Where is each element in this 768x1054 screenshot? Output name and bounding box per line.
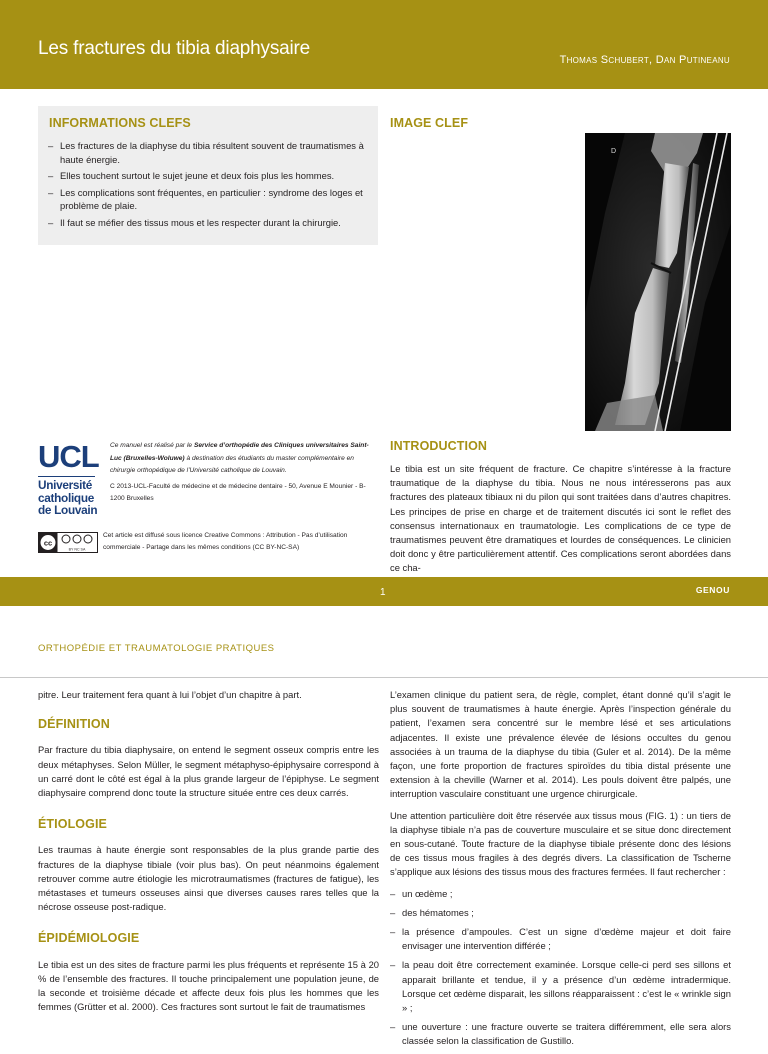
university-name <box>38 479 97 517</box>
key-information-box <box>38 106 378 245</box>
university-name-line: de Louvain <box>38 503 98 517</box>
definition-heading: DÉFINITION <box>38 717 110 732</box>
authors: Thomas Schubert, Dan Putineanu <box>559 54 730 66</box>
copyright-notice: C 2013-UCL-Faculté de médecine et de médecine dentaire - 50, Avenue E Mounier - B-1200 Bruxelles <box>110 482 366 502</box>
tibia-xray-image <box>585 133 731 431</box>
etiology-paragraph: Les traumas à haute énergie sont responsables de la plus grande partie des fractures de la diaphyse tibiale (voir plus bas). On peut néanmoins également retrouver comme autre étiologie les microtraumatismes (fractures de fatigue), les métastases et tumeurs osseuses ainsi que diverses causes rares telles que la nécrose osseuse post-radique. <box>38 844 379 913</box>
list-item: – la présence d’ampoules. C’est un signe d’œdème majeur et doit faire envisager une intervention différée ; <box>390 925 731 953</box>
credits-statement <box>110 440 380 478</box>
list-item: – des hématomes ; <box>390 906 731 920</box>
introduction-heading: INTRODUCTION <box>390 439 488 453</box>
epidemiology-heading: ÉPIDÉMIOLOGIE <box>38 931 140 946</box>
page-number: 1 <box>380 587 386 598</box>
key-information-item: – Les fractures de la diaphyse du tibia résultent souvent de traumatismes à haute énergie. <box>48 139 368 166</box>
credits-tail: à destination des étudiants du master complémentaire en chirurgie orthopédique de l’Université catholique de Louvain. <box>110 454 354 474</box>
key-information-item: – Les complications sont fréquentes, en particulier : syndrome des loges et problème de plaie. <box>48 186 368 213</box>
university-name-line: Université <box>38 478 93 492</box>
introduction-text-block <box>390 462 731 576</box>
logo-divider <box>38 476 95 477</box>
cc-terms-text: BY NC SA <box>68 547 86 552</box>
right-column <box>390 688 731 1054</box>
side-marker: D <box>611 148 617 155</box>
key-information-list <box>48 139 368 232</box>
credits-service: Service d’orthopédie des Cliniques universitaires Saint-Luc (Bruxelles-Woluwe) <box>110 442 369 462</box>
book-title: ORTHOPÉDIE ET TRAUMATOLOGIE PRATIQUES <box>38 643 275 654</box>
clinical-exam-paragraph: L’examen clinique du patient sera, de règle, complet, étant donné qu’il s’agit le plus souvent de traumatismes à haute énergie. Après l’inspection générale du patient, l’examen sera concentré sur le membre lésé et ses articulations adjacentes. Il existe une prévalence élevée de lésions occultes du genou associées à un trauma de la diaphyse du tibia (Guler et al. 2014). De la même façon, une forte proportion de fractures spiroïdes du tibia distal présente une extension à la cheville (Warner et al. 2014). Les pouls doivent être palpés, une interruption vasculaire constituant une urgence chirurgicale. <box>390 689 731 800</box>
introduction-paragraph: Le tibia est un site fréquent de fracture. Ce chapitre s’intéresse à la fracture traumatique de la diaphyse du tibia. Nous ne nous intéresserons pas aux fractures des plateaux tibiaux ni du pilon qui sont traitées dans d’autres chapitres. Les principes de prise en charge et de traitement discutés ici sont le reflet des consensus internationaux en traumatologie. Les complications de ce type de traumatismes peuvent être dramatiques et lourdes de conséquences. Le clinicien doit donc y être particulièrement attentif. Ces complications seront abordées dans ce cha- <box>390 463 731 574</box>
section-label: GENOU <box>695 585 730 595</box>
left-column <box>38 688 379 1021</box>
definition-paragraph: Par fracture du tibia diaphysaire, on entend le segment osseux compris entre les deux métaphyses. Selon Müller, le segment métaphyso-épiphysaire correspond à un carré dont le côté est égal à la plus grande largeur de l’épiphyse. Le segment diaphysaire comprend donc toute la structure située entre ces deux carrés. <box>38 744 379 799</box>
creative-commons-badge <box>38 532 98 553</box>
key-information-item: – Il faut se méfier des tissus mous et les respecter durant la chirurgie. <box>48 216 368 230</box>
cc-logo-text: cc <box>43 538 53 548</box>
epidemiology-paragraph: Le tibia est un des sites de fracture parmi les plus fréquents et représente 15 à 20 % de l’ensemble des fractures. Il touche principalement une population jeune, de la seconde et troisième décade et affecte deux fois plus les hommes que les femmes (Grütter et al. 2000). Ces fractures sont surtout le fait de traumatismes <box>38 958 379 1013</box>
etiology-heading: ÉTIOLOGIE <box>38 817 107 832</box>
list-item: – la peau doit être correctement examinée. Lorsque celle-ci perd ses sillons et apparait brillante et tendue, il y a présence d’un œdème intradermique. Lorsque cet œdème disparait, les sillons réapparaissent : c’est le « wrinkle sign » ; <box>390 958 731 1015</box>
list-item: – un œdème ; <box>390 887 731 901</box>
credits-lead: Ce manuel est réalisé par le <box>110 442 194 449</box>
soft-tissue-paragraph: Une attention particulière doit être réservée aux tissus mous (FIG. 1) : un tiers de la diaphyse tibiale n’a pas de couverture musculaire et se situe donc directement en sous-cutané. Toute fracture de la diaphyse tibiale présente donc des lésions de ces tissus mous fragiles à des degrés divers. La classification de Tscherne s’applique aux lésions des tissus mous des fractures fermées. Il faut rechercher : <box>390 809 731 878</box>
continuation-paragraph: pitre. Leur traitement fera quant à lui l’objet d’un chapitre à part. <box>38 689 302 700</box>
key-information-heading: INFORMATIONS CLEFS <box>49 116 191 130</box>
document-title: Les fractures du tibia diaphysaire <box>38 38 311 59</box>
ucl-logo: UCL <box>38 439 99 474</box>
page-divider <box>0 677 768 678</box>
key-information-item: – Elles touchent surtout le sujet jeune et deux fois plus les hommes. <box>48 169 368 183</box>
title-banner <box>0 0 768 89</box>
key-image-heading: IMAGE CLEF <box>390 116 469 130</box>
university-name-line: catholique <box>38 490 94 505</box>
search-list <box>390 887 731 1049</box>
credits-block <box>110 440 380 509</box>
license-notice: Cet article est diffusé sous licence Creative Commons : Attribution - Pas d’utilisation commerciale - Partage dans les mêmes conditions (CC BY-NC-SA) <box>103 532 348 551</box>
list-item: – une ouverture : une fracture ouverte se traitera différemment, elle sera alors classée selon la classification de Gustillo. <box>390 1020 731 1048</box>
